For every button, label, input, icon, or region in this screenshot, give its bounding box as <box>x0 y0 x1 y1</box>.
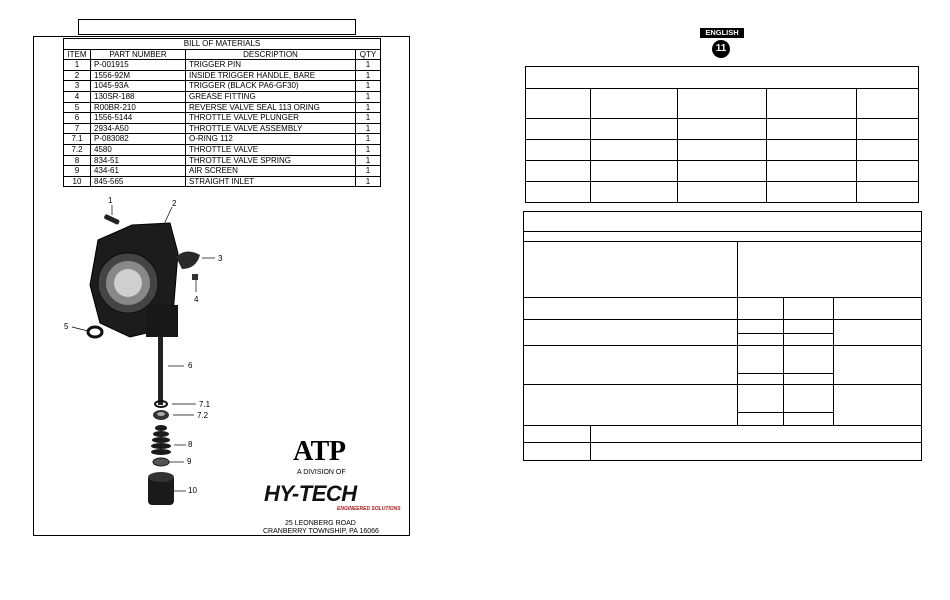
bom-cell-description: THROTTLE VALVE PLUNGER <box>186 113 356 124</box>
upper-table-col <box>856 88 857 203</box>
bom-cell-description: THROTTLE VALVE SPRING <box>186 155 356 166</box>
bom-cell-part-number: R00BR-210 <box>91 102 186 113</box>
lower-table-rule <box>523 442 922 443</box>
bom-cell-part-number: 834-51 <box>91 155 186 166</box>
upper-table-rule <box>525 139 919 140</box>
upper-table-frame <box>525 66 919 203</box>
bom-cell-qty: 1 <box>356 60 381 71</box>
callout-7-2: 7.2 <box>197 411 209 420</box>
callout-2: 2 <box>172 199 177 208</box>
callout-9: 9 <box>187 457 192 466</box>
address-line-1: 25 LEONBERG ROAD <box>285 520 356 527</box>
upper-table-col <box>766 88 767 203</box>
lower-table-frame <box>523 211 922 461</box>
bom-header-description: DESCRIPTION <box>186 49 356 60</box>
lower-table-rule <box>523 241 922 242</box>
bom-cell-item: 3 <box>64 81 91 92</box>
bom-row <box>64 102 381 113</box>
bom-cell-qty: 1 <box>356 70 381 81</box>
lower-table-rule <box>523 384 922 385</box>
lower-table-rule <box>523 297 922 298</box>
atp-logo: ATP <box>293 436 346 467</box>
lower-table-rule <box>523 319 922 320</box>
bom-cell-item: 8 <box>64 155 91 166</box>
bom-cell-item: 7.2 <box>64 144 91 155</box>
bom-cell-description: THROTTLE VALVE ASSEMBLY <box>186 123 356 134</box>
bom-cell-description: TRIGGER (BLACK PA6-GF30) <box>186 81 356 92</box>
callout-1: 1 <box>108 196 113 205</box>
bom-row <box>64 166 381 177</box>
bom-cell-qty: 1 <box>356 144 381 155</box>
bom-row <box>64 113 381 124</box>
exploded-assembly-drawing <box>60 195 240 515</box>
lower-table-rule <box>523 425 922 426</box>
bom-cell-part-number: 4580 <box>91 144 186 155</box>
bom-row <box>64 176 381 187</box>
division-text: A DIVISION OF <box>297 469 346 476</box>
bom-cell-part-number: 1045-93A <box>91 81 186 92</box>
bom-cell-qty: 1 <box>356 91 381 102</box>
hytech-logo: HY-TECH <box>264 481 357 506</box>
upper-table-col <box>590 88 591 203</box>
bom-cell-part-number: P-001915 <box>91 60 186 71</box>
upper-table-rule <box>525 88 919 89</box>
upper-table-rule <box>525 181 919 182</box>
bom-cell-qty: 1 <box>356 81 381 92</box>
callout-8: 8 <box>188 440 193 449</box>
engineered-solutions-text: ENGINEERED SOLUTIONS <box>337 506 401 512</box>
bom-cell-item: 7.1 <box>64 134 91 145</box>
bom-cell-qty: 1 <box>356 102 381 113</box>
bom-row <box>64 134 381 145</box>
callout-7-1: 7.1 <box>199 400 211 409</box>
bill-of-materials-table <box>63 38 381 187</box>
bom-cell-description: O-RING 112 <box>186 134 356 145</box>
lower-table-col <box>833 297 834 425</box>
upper-table-col <box>677 88 678 203</box>
bom-row <box>64 91 381 102</box>
page-number-badge: 11 <box>712 40 730 58</box>
lower-table-rule <box>737 333 834 334</box>
bom-cell-description: GREASE FITTING <box>186 91 356 102</box>
upper-table-rule <box>525 160 919 161</box>
bom-cell-item: 9 <box>64 166 91 177</box>
bom-row <box>64 144 381 155</box>
bom-row <box>64 155 381 166</box>
bom-title: BILL OF MATERIALS <box>64 39 381 50</box>
bom-header-item: ITEM <box>64 49 91 60</box>
bom-cell-qty: 1 <box>356 176 381 187</box>
lower-table-rule <box>523 345 922 346</box>
lower-table-rule <box>523 231 922 232</box>
callout-6: 6 <box>188 361 193 370</box>
lower-table-col <box>590 425 591 461</box>
bom-cell-part-number: 1556-5144 <box>91 113 186 124</box>
bom-row <box>64 60 381 71</box>
bom-cell-qty: 1 <box>356 166 381 177</box>
bom-cell-item: 10 <box>64 176 91 187</box>
bom-cell-description: REVERSE VALVE SEAL 113 ORING <box>186 102 356 113</box>
lower-table-col <box>783 297 784 425</box>
callout-3: 3 <box>218 254 223 263</box>
bom-row <box>64 123 381 134</box>
bom-cell-qty: 1 <box>356 155 381 166</box>
bom-cell-description: TRIGGER PIN <box>186 60 356 71</box>
header-box <box>78 19 356 35</box>
bom-cell-item: 2 <box>64 70 91 81</box>
bom-cell-item: 6 <box>64 113 91 124</box>
bom-cell-description: THROTTLE VALVE <box>186 144 356 155</box>
upper-table-rule <box>525 118 919 119</box>
bom-cell-part-number: 130SR-188 <box>91 91 186 102</box>
callout-5: 5 <box>64 322 69 331</box>
lower-table-rule <box>737 373 834 374</box>
bom-header-qty: QTY <box>356 49 381 60</box>
bom-cell-item: 7 <box>64 123 91 134</box>
bom-cell-qty: 1 <box>356 123 381 134</box>
lower-table-rule <box>737 412 834 413</box>
bom-header-part-number: PART NUMBER <box>91 49 186 60</box>
bom-cell-item: 1 <box>64 60 91 71</box>
callout-10: 10 <box>188 486 197 495</box>
bom-cell-item: 4 <box>64 91 91 102</box>
bom-cell-part-number: 2934-A50 <box>91 123 186 134</box>
bom-cell-part-number: 434-61 <box>91 166 186 177</box>
bom-cell-qty: 1 <box>356 113 381 124</box>
bom-row <box>64 81 381 92</box>
bom-cell-description: AIR SCREEN <box>186 166 356 177</box>
bom-cell-qty: 1 <box>356 134 381 145</box>
bom-cell-part-number: 1556-92M <box>91 70 186 81</box>
bom-cell-item: 5 <box>64 102 91 113</box>
bom-row <box>64 70 381 81</box>
bom-cell-part-number: P-083082 <box>91 134 186 145</box>
bom-cell-part-number: 845-565 <box>91 176 186 187</box>
bom-cell-description: INSIDE TRIGGER HANDLE, BARE <box>186 70 356 81</box>
bom-cell-description: STRAIGHT INLET <box>186 176 356 187</box>
language-badge: ENGLISH <box>700 28 744 38</box>
callout-4: 4 <box>194 295 199 304</box>
address-line-2: CRANBERRY TOWNSHIP, PA 16066 <box>263 528 379 535</box>
